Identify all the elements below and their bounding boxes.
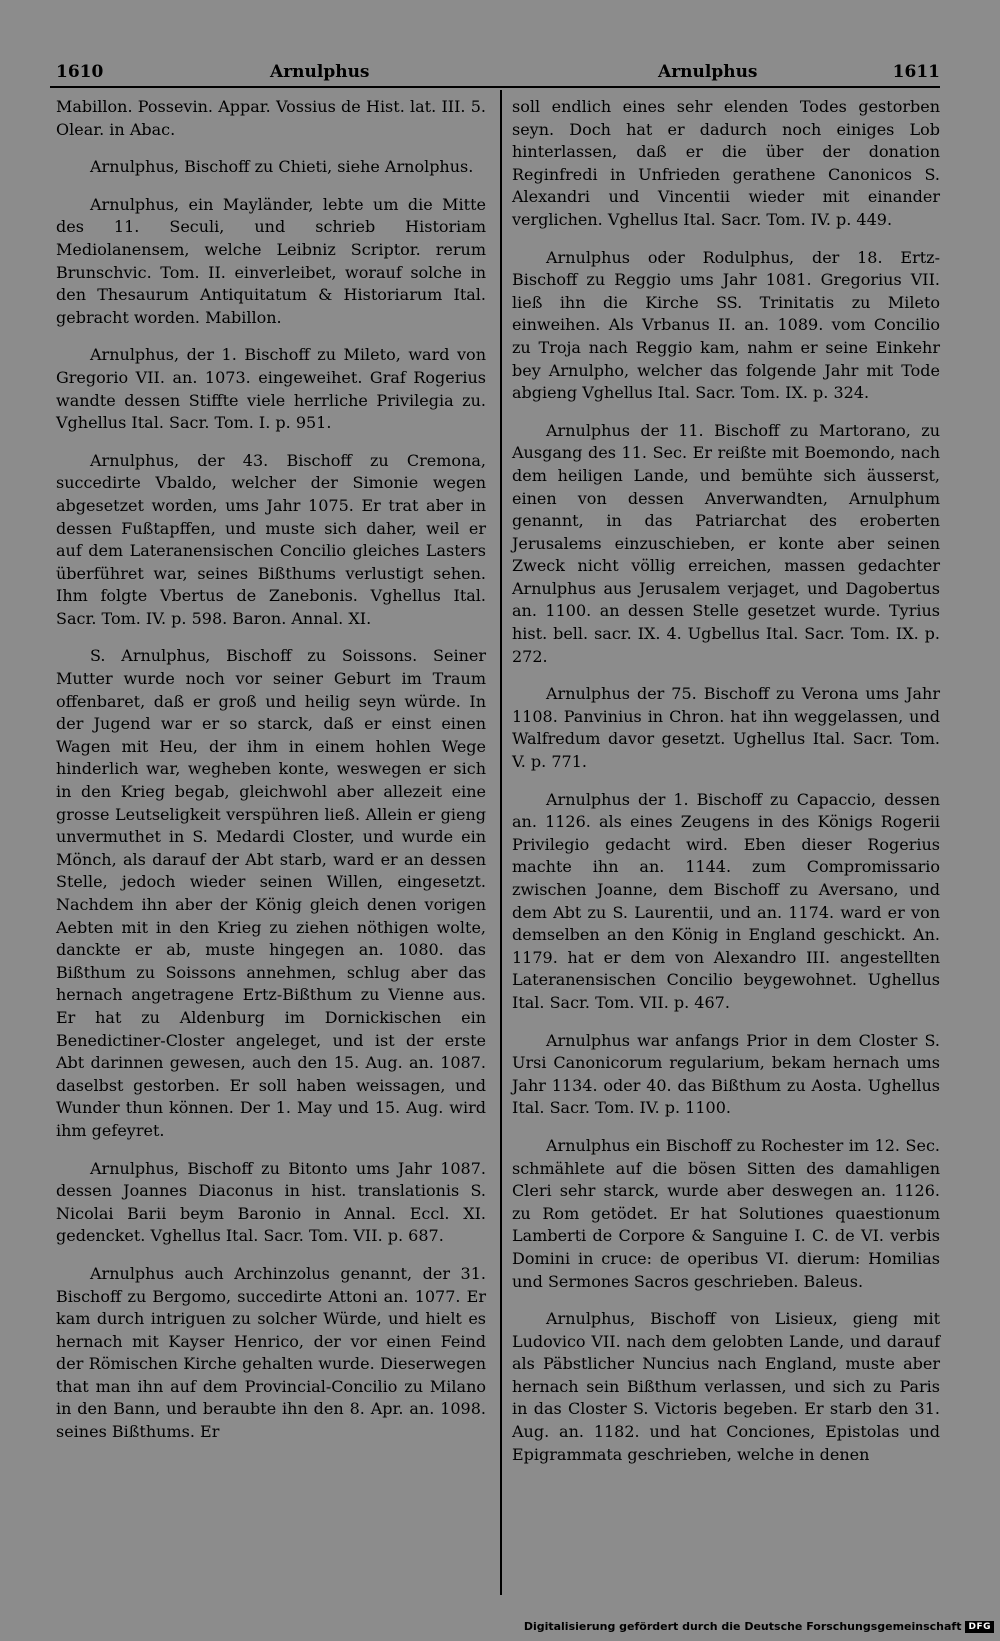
digitization-credit — [524, 1620, 994, 1633]
entry: Arnulphus, Bischoff von Lisieux, gieng mit Ludovico VII. nach dem gelobten Lande, und darauf als Päbstlicher Nuncius nach England, muste aber hernach sein Bißthum verlassen, und sich zu Paris in das Closter S. Victoris begeben. Er starb den 31. Aug. an. 1182. und hat Conciones, Epistolas und Epigrammata geschrieben, welche in denen — [512, 1309, 940, 1464]
entry-continuation: Mabillon. Possevin. Appar. Vossius de Hist. lat. III. 5. Olear. in Abac. — [56, 97, 486, 139]
right-column — [512, 96, 940, 1481]
running-title-right: Arnulphus — [658, 62, 758, 82]
entry-continuation: soll endlich eines sehr elenden Todes gestorben seyn. Doch hat er dadurch noch einiges Lob hinterlassen, daß er die über der donation Reginfredi in Unfrieden gerathene Canonicos S. Alexandri und Vincentii wieder mit einander verglichen. Vghellus Ital. Sacr. Tom. IV. p. 449. — [512, 97, 940, 229]
entry: Arnulphus, Bischoff zu Chieti, siehe Arnolphus. — [90, 157, 474, 177]
entry: Arnulphus, Bischoff zu Bitonto ums Jahr 1087. dessen Joannes Diaconus in hist. translationis S. Nicolai Barii beym Baronio in Annal. Eccl. XI. gedencket. Vghellus Ital. Sacr. Tom. VII. p. 687. — [56, 1158, 486, 1246]
page-number-right: 1611 — [892, 62, 940, 82]
entry: Arnulphus der 75. Bischoff zu Verona ums Jahr 1108. Panvinius in Chron. hat ihn weggelassen, und Walfredum davor gesetzt. Ughellus Ital. Sacr. Tom. V. p. 771. — [512, 684, 940, 772]
entry: Arnulphus der 1. Bischoff zu Capaccio, dessen an. 1126. als eines Zeugens in des Königs Rogerii Privilegio gedacht wird. Eben dieser Rogerius machte ihn an. 1144. zum Compromissario zwischen Joanne, dem Bischoff zu Aversano, und dem Abt zu S. Laurentii, und an. 1174. ward er von demselben an den König in England geschickt. An. 1179. hat er dem von Alexandro III. angestellten Lateranensischen Concilio beygewohnet. Ughellus Ital. Sacr. Tom. VII. p. 467. — [512, 789, 940, 1012]
entry: Arnulphus auch Archinzolus genannt, der 31. Bischoff zu Bergomo, succedirte Attoni an. 1077. Er kam durch intriguen zu solcher Würde, und hielt es hernach mit Kayser Henrico, der vor einen Feind der Römischen Kirche gehalten wurde. Dieserwegen that man ihn auf dem Provincial-Concilio zu Milano in den Bann, und beraubte ihn den 8. Apr. an. 1098. seines Bißthums. Er — [56, 1263, 486, 1442]
credit-text: Digitalisierung gefördert durch die Deutsche Forschungsgemeinschaft — [523, 1620, 962, 1633]
book-page — [50, 50, 940, 1610]
entry: S. Arnulphus, Bischoff zu Soissons. Seiner Mutter wurde noch vor seiner Geburt im Traum offenbaret, daß er groß und heilig seyn würde. In der Jugend war er so starck, daß er einst einen Wagen mit Heu, der ihm in einem hohlen Wege hinderlich war, wegheben konte, weswegen er sich in den Krieg begab, gleichwohl aber allezeit eine grosse Leutseligkeit verspühren ließ. Allein er gieng unvermuthet in S. Medardi Closter, und wurde ein Mönch, als darauf der Abt starb, ward er an dessen Stelle, jedoch wieder seinen Willen, eingesetzt. Nachdem ihn aber der König gleich denen vorigen Aebten mit in den Krieg zu ziehen nöthigen wolte, danckte er ab, muste hingegen an. 1080. das Bißthum zu Soissons annehmen, schlug aber das hernach angetragene Ertz-Bißthum zu Vienne aus. Er hat zu Aldenburg im Dornickischen ein Benedictiner-Closter angeleget, und ist der erste Abt darinnen gewesen, auch den 15. Aug. an. 1087. daselbst gestorben. Er soll haben weissagen, und Wunder thun können. Der 1. May und 15. Aug. wird ihm gefeyret. — [56, 646, 486, 1140]
entry: Arnulphus oder Rodulphus, der 18. Ertz-Bischoff zu Reggio ums Jahr 1081. Gregorius VII. ließ ihn die Kirche SS. Trinitatis zu Mileto einweihen. Als Vrbanus II. an. 1089. vom Concilio zu Troja nach Reggio kam, nahm er seine Einkehr bey Arnulpho, welcher das folgende Jahr mit Tode abgieng Vghellus Ital. Sacr. Tom. IX. p. 324. — [512, 247, 940, 403]
entry: Arnulphus war anfangs Prior in dem Closter S. Ursi Canonicorum regularium, bekam hernach ums Jahr 1134. oder 40. das Bißthum zu Aosta. Ughellus Ital. Sacr. Tom. IV. p. 1100. — [512, 1030, 940, 1118]
entry: Arnulphus, der 43. Bischoff zu Cremona, succedirte Vbaldo, welcher der Simonie wegen abgesetzet worden, ums Jahr 1075. Er trat aber in dessen Fußtapffen, und muste sich daher, weil er auf dem Lateranensischen Concilio gleiches Lasters überführet war, seines Bißthums verlustigt sehen. Ihm folgte Vbertus de Zanebonis. Vghellus Ital. Sacr. Tom. IV. p. 598. Baron. Annal. XI. — [56, 450, 486, 628]
page-number-left: 1610 — [56, 62, 104, 82]
left-column — [56, 96, 486, 1459]
dfg-logo: DFG — [965, 1621, 994, 1633]
entry: Arnulphus der 11. Bischoff zu Martorano, zu Ausgang des 11. Sec. Er reißte mit Boemondo, nach dem heiligen Lande, und bemühte sich äusserst, einen von dessen Anverwandten, Arnulphum genannt, in das Patriarchat des eroberten Jerusalems einzuschieben, er konte aber seinen Zweck nicht völlig erreichen, massen gedachter Arnulphus aus Jerusalem verjaget, und Dagobertus an. 1100. an dessen Stelle gesetzet wurde. Tyrius hist. bell. sacr. IX. 4. Ugbellus Ital. Sacr. Tom. IX. p. 272. — [512, 420, 940, 666]
header-rule — [50, 86, 940, 88]
entry: Arnulphus ein Bischoff zu Rochester im 12. Sec. schmählete auf die bösen Sitten des damahligen Cleri sehr starck, wurde aber deswegen an. 1126. zu Rom getödet. Er hat Solutiones quaestionum Lamberti de Corpore & Sanguine I. C. de VI. verbis Domini in cruce: de operibus VI. dierum: Homilias und Sermones Sacros geschrieben. Baleus. — [512, 1135, 940, 1291]
entry: Arnulphus, ein Mayländer, lebte um die Mitte des 11. Seculi, und schrieb Historiam Mediolanensem, welche Leibniz Scriptor. rerum Brunschvic. Tom. II. einverleibet, worauf solche in den Thesaurum Antiquitatum & Historiarum Ital. gebracht worden. Mabillon. — [56, 194, 486, 327]
running-title-left: Arnulphus — [270, 62, 370, 82]
column-divider — [500, 90, 502, 1595]
entry: Arnulphus, der 1. Bischoff zu Mileto, ward von Gregorio VII. an. 1073. eingeweihet. Graf Rogerius wandte dessen Stiffte viele herrliche Privilegia zu. Vghellus Ital. Sacr. Tom. I. p. 951. — [56, 345, 486, 433]
